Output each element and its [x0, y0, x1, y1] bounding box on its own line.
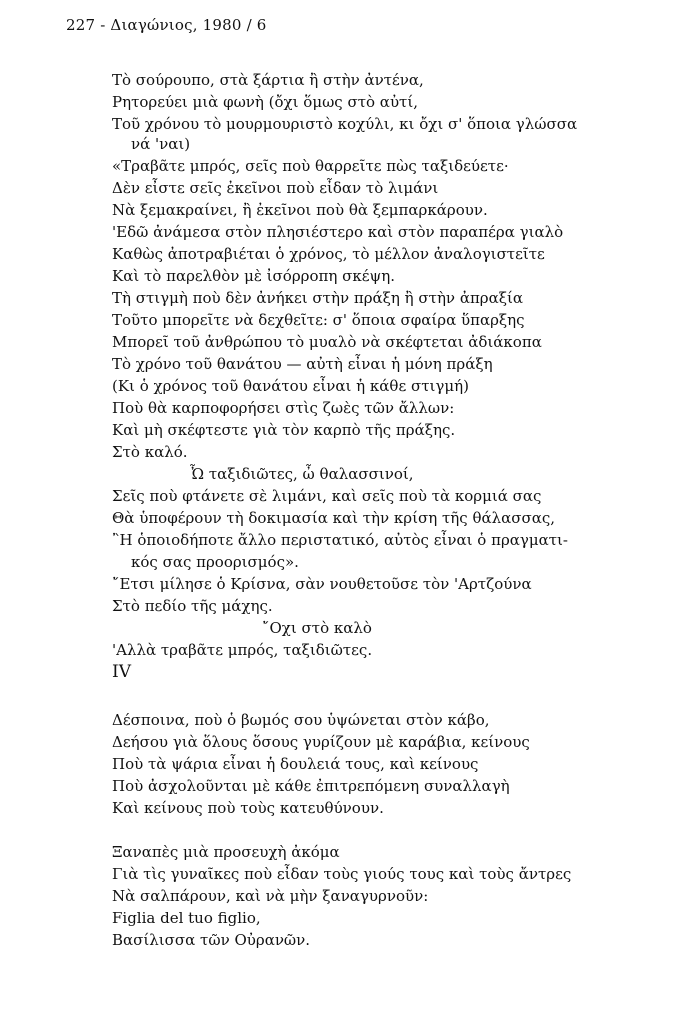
poem-line: Τὸ χρόνο τοῦ θανάτου — αὐτὴ εἶναι ἡ μόνη πράξη [112, 355, 493, 373]
poem-line: Γιὰ τὶς γυναῖκες ποὺ εἶδαν τοὺς γιούς τους καὶ τοὺς ἄντρες [112, 865, 572, 883]
poem-line: Τὸ σούρουπο, στὰ ξάρτια ἢ στὴν ἀντένα, [112, 71, 424, 89]
poem-line: Στὸ πεδίο τῆς μάχης. [112, 597, 273, 615]
poem-line: Δέσποινα, ποὺ ὁ βωμός σου ὑψώνεται στὸν κάβο, [112, 711, 490, 729]
poem-line: ῎Ετσι μίλησε ὁ Κρίσνα, σὰν νουθετοῦσε τὸν 'Αρτζούνα [112, 575, 532, 593]
poem-line: Σεῖς ποὺ φτάνετε σὲ λιμάνι, καὶ σεῖς ποὺ τὰ κορμιά σας [112, 487, 542, 505]
page-header: 227 - Διαγώνιος, 1980 / 6 [66, 16, 267, 34]
poem-line: Καὶ μὴ σκέφτεστε γιὰ τὸν καρπὸ τῆς πράξης. [112, 421, 456, 439]
poem-line: Figlia del tuo figlio, [112, 909, 261, 927]
poem-line: Ποὺ ἀσχολοῦνται μὲ κάθε ἐπιτρεπόμενη συναλλαγὴ [112, 777, 510, 795]
poem-line: ῍Η ὁποιοδήποτε ἄλλο περιστατικό, αὐτὸς εἶναι ὁ πραγματι- [112, 531, 568, 549]
poem-line: Θὰ ὑποφέρουν τὴ δοκιμασία καὶ τὴν κρίση τῆς θάλασσας, [112, 509, 556, 527]
section-number: IV [112, 662, 131, 682]
poem-line: Νὰ σαλπάρουν, καὶ νὰ μὴν ξαναγυρνοῦν: [112, 887, 429, 905]
poem-line: Ρητορεύει μιὰ φωνὴ (ὄχι ὅμως στὸ αὐτί, [112, 93, 419, 111]
poem-line: 'Εδῶ ἀνάμεσα στὸν πλησιέστερο καὶ στὸν παραπέρα γιαλὸ [112, 223, 564, 241]
poem-line: Καὶ τὸ παρελθὸν μὲ ἰσόρροπη σκέψη. [112, 267, 396, 285]
poem-line: Δὲν εἶστε σεῖς ἐκεῖνοι ποὺ εἶδαν τὸ λιμάνι [112, 179, 439, 197]
poem-line: Ξαναπὲς μιὰ προσευχὴ ἀκόμα [112, 843, 340, 861]
poem-line: Καθὼς ἀποτραβιέται ὁ χρόνος, τὸ μέλλον ἀναλογιστεῖτε [112, 245, 545, 263]
poem-line: Βασίλισσα τῶν Οὐρανῶν. [112, 931, 311, 949]
poem-line: Μπορεῖ τοῦ ἀνθρώπου τὸ μυαλὸ νὰ σκέφτεται ἀδιάκοπα [112, 333, 542, 351]
poem-line: Ποὺ θὰ καρποφορήσει στὶς ζωὲς τῶν ἄλλων: [112, 399, 455, 417]
poem-line: Καὶ κείνους ποὺ τοὺς κατευθύνουν. [112, 799, 384, 817]
poem-line: Νὰ ξεμακραίνει, ἢ ἐκεῖνοι ποὺ θὰ ξεμπαρκάρουν. [112, 201, 488, 219]
poem-line: νά 'ναι) [131, 135, 191, 153]
poem-line: Ποὺ τὰ ψάρια εἶναι ἡ δουλειά τους, καὶ κείνους [112, 755, 479, 773]
poem-line: (Κι ὁ χρόνος τοῦ θανάτου εἶναι ἡ κάθε στιγμή) [112, 377, 469, 395]
poem-line: Τοῦ χρόνου τὸ μουρμουριστὸ κοχύλι, κι ὄχι σ' ὅποια γλώσσα [112, 115, 578, 133]
poem-line: Τοῦτο μπορεῖτε νὰ δεχθεῖτε: σ' ὅποια σφαίρα ὕπαρξης [112, 311, 525, 329]
poem-line: Στὸ καλό. [112, 443, 188, 461]
poem-line: 'Αλλὰ τραβᾶτε μπρός, ταξιδιῶτες. [112, 641, 373, 659]
poem-line: «Τραβᾶτε μπρός, σεῖς ποὺ θαρρεῖτε πὼς ταξιδεύετε· [112, 157, 509, 175]
poem-line: Δεήσου γιὰ ὅλους ὅσους γυρίζουν μὲ καράβια, κείνους [112, 733, 530, 751]
poem-line: κός σας προορισμός». [131, 553, 299, 571]
poem-line: Ὦ ταξιδιῶτες, ὦ θαλασσινοί, [190, 465, 414, 483]
poem-line: Τὴ στιγμὴ ποὺ δὲν ἀνήκει στὴν πράξη ἢ στὴν ἀπραξία [112, 289, 524, 307]
poem-line: ῎Οχι στὸ καλὸ [262, 619, 372, 637]
